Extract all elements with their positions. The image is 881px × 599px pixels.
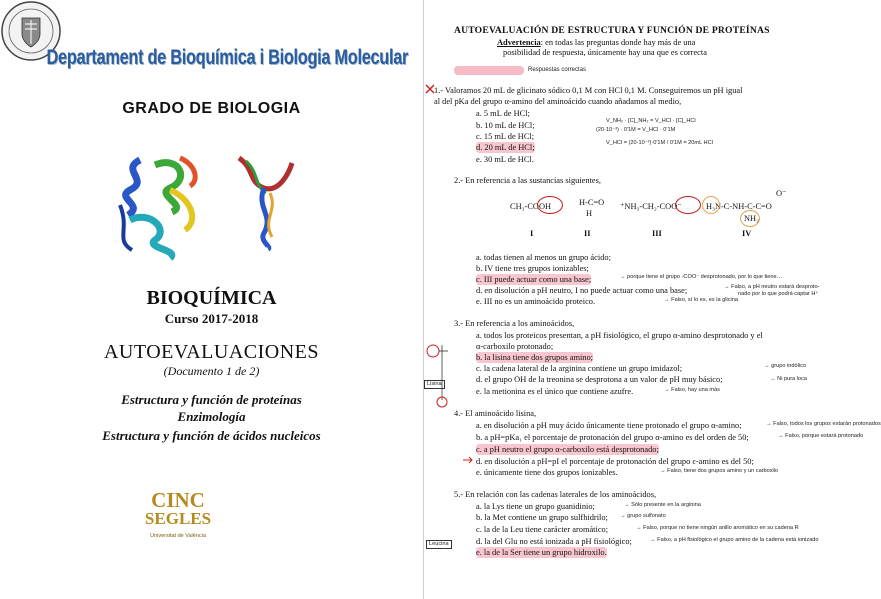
main-title: AUTOEVALUACIONES [103,341,320,363]
nh3-circle-mark [702,196,720,214]
q4-note-e: → Falso, tiene dos grupos amino y un carboxilo [660,468,779,474]
topic-proteins: Estructura y función de proteínas [121,392,302,407]
q1-work-1: V_NH₂ · [C]_NH₂ = V_HCl · [C]_HCl [606,118,696,124]
q4-option-a: a. en disolución a pH muy ácido únicamente tiene protonado el grupo α-amino; [476,421,742,430]
leucine-margin-label: Leucina [426,540,452,549]
q5-option-a: a. la Lys tiene un grupo guanidinio; [476,502,595,511]
q4-stem: 4.- El aminoácido lisina, [454,409,537,418]
q2-formula-1: CH₃-COOH [510,202,552,211]
cooh-circle-mark [537,196,563,214]
logo-line-2: SEGLES [144,509,212,528]
q3-note-c: → grupo indólico [764,363,806,369]
q2-option-b: b. IV tiene tres grupos ionizables; [476,264,589,273]
legend-swatch [454,66,524,75]
q1-option-c: c. 15 mL de HCl; [476,132,535,141]
q1-option-d-correct: d. 20 mL de HCl; [476,143,535,152]
q5-stem: 5.- En relación con las cadenas laterales de los aminoácidos, [454,490,657,499]
q1-stem-2: al del pKa del grupo α-amino del aminoácido cuando añadamos al medio, [434,97,682,106]
document-note: (Documento 1 de 2) [163,364,260,378]
cover-page [0,0,424,599]
q3-note-e: → Falso, hay una más [664,387,720,393]
q3-option-a: a. todos los proteicos presentan, a pH fisiológico, el grupo α-amino desprotonado y el [476,331,763,340]
q4-option-b: b. a pH=pKa₁ el porcentaje de protonación del grupo α-amino es del orden de 50; [476,433,749,442]
q2-note-d-2: nado por lo que podrá captar H⁺ [738,291,819,297]
q2-numeral-3: III [652,229,662,238]
topic-nucleic-acids: Estructura y función de ácidos nucleicos [102,428,321,443]
q3-stem: 3.- En referencia a los aminoácidos, [454,319,575,328]
q4-note-a: → Falso, todos los grupos estarán protonados [766,421,881,427]
q3-option-a-cont: α-carboxilo protonado; [476,342,554,351]
q2-option-d: d. en disolución a pH neutro, I no puede actuar como una base; [476,286,688,295]
nucleic-acid-structure-image [234,153,296,251]
q3-option-b-correct: b. la lisina tiene dos grupos amino; [476,353,594,362]
lysine-margin-label: Lisina [424,380,445,389]
q5-note-d: → Falso, a pH fisiológico el grupo amino de la cadena está ionizado [650,537,819,543]
q5-note-b: → grupo sulfonato [620,513,666,519]
q2-formula-4-o: O⁻ [776,189,787,198]
q1-option-b: b. 10 mL de HCl; [476,121,535,130]
coo-circle-mark [675,196,701,214]
q4-option-e: e. únicamente tiene dos grupos ionizables. [476,468,618,477]
q4-option-c-correct: c. a pH neutro el grupo α-carboxilo está desprotonado; [476,445,659,454]
q3-option-d: d. el grupo OH de la treonina se desprotona a un valor de pH muy básico; [476,375,723,384]
q2-formula-2-h: H [586,209,593,218]
degree-title: GRADO DE BIOLOGIA [122,100,301,117]
q1-stem-1: 1.- Valoramos 20 mL de glicinato sódico 0,1 M con HCl 0,1 M. Conseguiremos un pH igual [434,86,743,95]
q5-note-c: → Falso, porque no tiene ningún anillo aromático en su cadena R [636,525,799,531]
q2-numeral-1: I [530,229,534,238]
legend-label: Respuestas correctas [528,67,587,73]
q2-note-e: → Falso, sí lo es, es la glicina [664,297,738,303]
q2-option-c-correct: c. III puede actuar como una base; [476,275,592,284]
q5-option-e-correct: e. la de la Ser tiene un grupo hidroxilo. [476,548,607,557]
lysine-sketch-icon [426,340,452,408]
question-arrow-icon [462,455,474,465]
department-title: Departament de Bioquímica i Biologia Molecular [46,46,409,69]
q3-option-e: e. la metionina es el único que contiene azufre. [476,387,634,396]
protein-structure-image [110,150,208,265]
q5-option-b: b. la Met contiene un grupo sulfhidrilo; [476,513,608,522]
q5-option-c: c. la de la Leu tiene carácter aromático; [476,525,609,534]
exam-page [424,0,881,599]
exam-title: AUTOEVALUACIÓN DE ESTRUCTURA Y FUNCIÓN DE PROTEÍNAS [454,25,770,36]
topic-enzymology: Enzimología [177,409,246,424]
subject-title: BIOQUÍMICA [146,287,277,309]
q2-note-c: → porque tiene el grupo -COO⁻ desprotonado, por lo que tiene… [620,274,783,280]
q2-formula-4: H₃N-C-NH-C-C=O [706,202,772,211]
q2-formula-2: H-C=O [579,198,605,207]
nh2-circle-mark [740,210,760,227]
q5-note-a: → Sólo presente en la arginina [624,502,701,508]
q4-note-b: → Falso, porque estará protonado [778,433,864,439]
q2-option-e: e. III no es un aminoácido proteico. [476,297,596,306]
q4-option-d: d. en disolución a pH=pI el porcentaje de protonación del grupo ε-amino es del 50; [476,457,754,466]
q5-option-d: d. la del Glu no está ionizada a pH fisiológico; [476,537,632,546]
q2-formula-4-nh2: NH₂ [744,214,760,223]
q2-stem: 2.- En referencia a las sustancias siguientes, [454,176,601,185]
q1-work-2: (20·10⁻³) · 0'1M = V_HCl · 0'1M [596,127,676,133]
warning-line-2: posibilidad de respuesta, únicamente hay una que es correcta [503,48,707,57]
q3-note-d: → Ni pura loca [770,376,807,382]
q2-formula-3: ⁺NH₃-CH₂-COO⁻ [620,202,682,211]
q3-option-c: c. la cadena lateral de la arginina contiene un grupo imidazol; [476,364,683,373]
course-label: Curso 2017-2018 [164,311,259,326]
q2-numeral-4: IV [742,229,752,238]
warning-text-1: : en todas las preguntas donde hay más de una [540,38,696,47]
cinc-segles-logo [128,490,228,550]
warning-label: Advertencia [497,38,541,47]
q2-note-d-1: → Falso, a pH neutro estará desproto- [724,284,820,290]
q1-option-a: a. 5 mL de HCl; [476,109,530,118]
logo-line-1: CINC [151,488,205,512]
logo-line-3: Universitat de València [150,533,206,539]
q2-option-a: a. todas tienen al menos un grupo ácido; [476,253,611,262]
q2-numeral-2: II [584,229,591,238]
q1-work-3: V_HCl = (20·10⁻³)·0'1M / 0'1M = 20mL HCl [606,140,713,146]
q1-option-e: e. 30 mL de HCl. [476,155,534,164]
